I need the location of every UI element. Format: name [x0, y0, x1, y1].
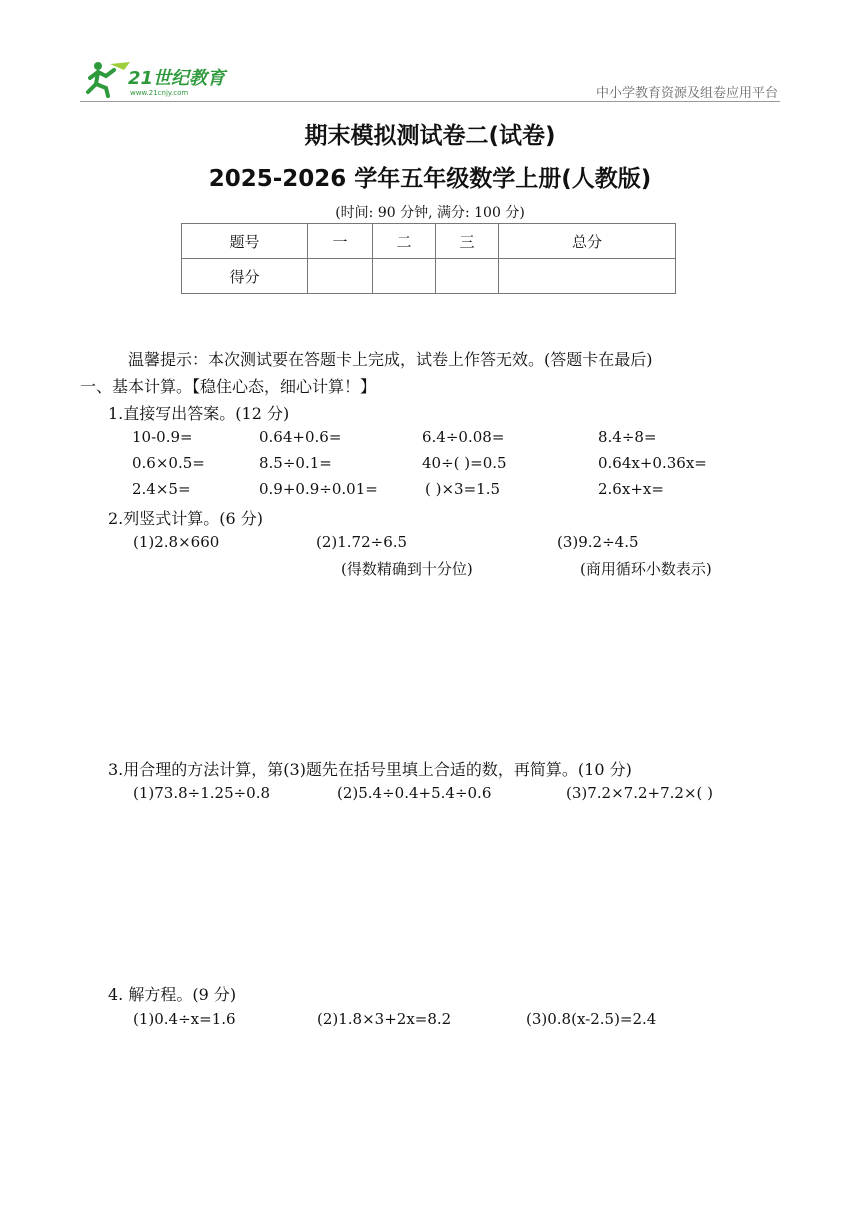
- problem-item: 8.4÷8=: [598, 428, 657, 446]
- problem-item: (3)0.8(x-2.5)=2.4: [526, 1010, 657, 1028]
- problem-item: 40÷( )=0.5: [422, 454, 507, 472]
- problem-item: ( )×3=1.5: [425, 480, 501, 498]
- score-entry-cell[interactable]: [373, 259, 436, 294]
- score-entry-cell[interactable]: [308, 259, 373, 294]
- problem-item: 2.6x+x=: [598, 480, 664, 498]
- problem-item: (1)73.8÷1.25÷0.8: [133, 784, 271, 802]
- question-3-title: 3.用合理的方法计算，第(3)题先在括号里填上合适的数，再简算。(10 分): [108, 760, 632, 779]
- problem-item: 0.9+0.9÷0.01=: [259, 480, 378, 498]
- section-heading: 一、基本计算。【稳住心态，细心计算！】: [80, 377, 377, 396]
- exam-info: (时间: 90 分钟, 满分: 100 分): [335, 205, 525, 221]
- table-cell: 一: [308, 224, 373, 259]
- score-table-header-row: [182, 224, 676, 259]
- table-cell: 得分: [182, 259, 308, 294]
- problem-item: 10-0.9=: [132, 428, 193, 446]
- problem-item: 6.4÷0.08=: [422, 428, 505, 446]
- table-cell: 三: [436, 224, 499, 259]
- problem-item: 0.64+0.6=: [259, 428, 342, 446]
- notice-text: 温馨提示：本次测试要在答题卡上完成，试卷上作答无效。(答题卡在最后): [128, 350, 653, 369]
- title-line-1: 期末模拟测试卷二(试卷): [304, 123, 556, 149]
- problem-item: 2.4×5=: [132, 480, 191, 498]
- problem-item: 0.6×0.5=: [132, 454, 205, 472]
- table-cell: 总分: [499, 224, 676, 259]
- score-table: [181, 223, 676, 294]
- problem-note: (得数精确到十分位): [341, 560, 473, 578]
- running-figure-icon: [88, 62, 130, 96]
- problem-item: (2)1.8×3+2x=8.2: [317, 1010, 452, 1028]
- table-cell: 题号: [182, 224, 308, 259]
- score-entry-cell[interactable]: [436, 259, 499, 294]
- problem-item: (3)7.2×7.2+7.2×( ): [566, 784, 713, 802]
- problem-item: (2)1.72÷6.5: [316, 533, 408, 551]
- header-right-text: 中小学教育资源及组卷应用平台: [595, 86, 778, 101]
- question-2-title: 2.列竖式计算。(6 分): [108, 509, 264, 528]
- score-entry-cell[interactable]: [499, 259, 676, 294]
- logo-main-text: 21世纪教育: [128, 68, 226, 89]
- problem-item: (1)2.8×660: [133, 533, 220, 551]
- problem-item: (1)0.4÷x=1.6: [133, 1010, 236, 1028]
- title-line-2: 2025-2026 学年五年级数学上册(人教版): [208, 166, 652, 192]
- table-cell: 二: [373, 224, 436, 259]
- score-table-score-row: [182, 259, 676, 294]
- problem-note: (商用循环小数表示): [580, 560, 712, 578]
- logo: [84, 58, 244, 100]
- question-4-title: 4. 解方程。(9 分): [108, 985, 237, 1004]
- problem-item: (3)9.2÷4.5: [557, 533, 639, 551]
- header-divider: [80, 101, 780, 102]
- logo-sub-text: www.21cnjy.com: [130, 89, 189, 97]
- problem-item: (2)5.4÷0.4+5.4÷0.6: [337, 784, 492, 802]
- question-1-title: 1.直接写出答案。(12 分): [108, 404, 290, 423]
- problem-item: 0.64x+0.36x=: [598, 454, 707, 472]
- problem-item: 8.5÷0.1=: [259, 454, 332, 472]
